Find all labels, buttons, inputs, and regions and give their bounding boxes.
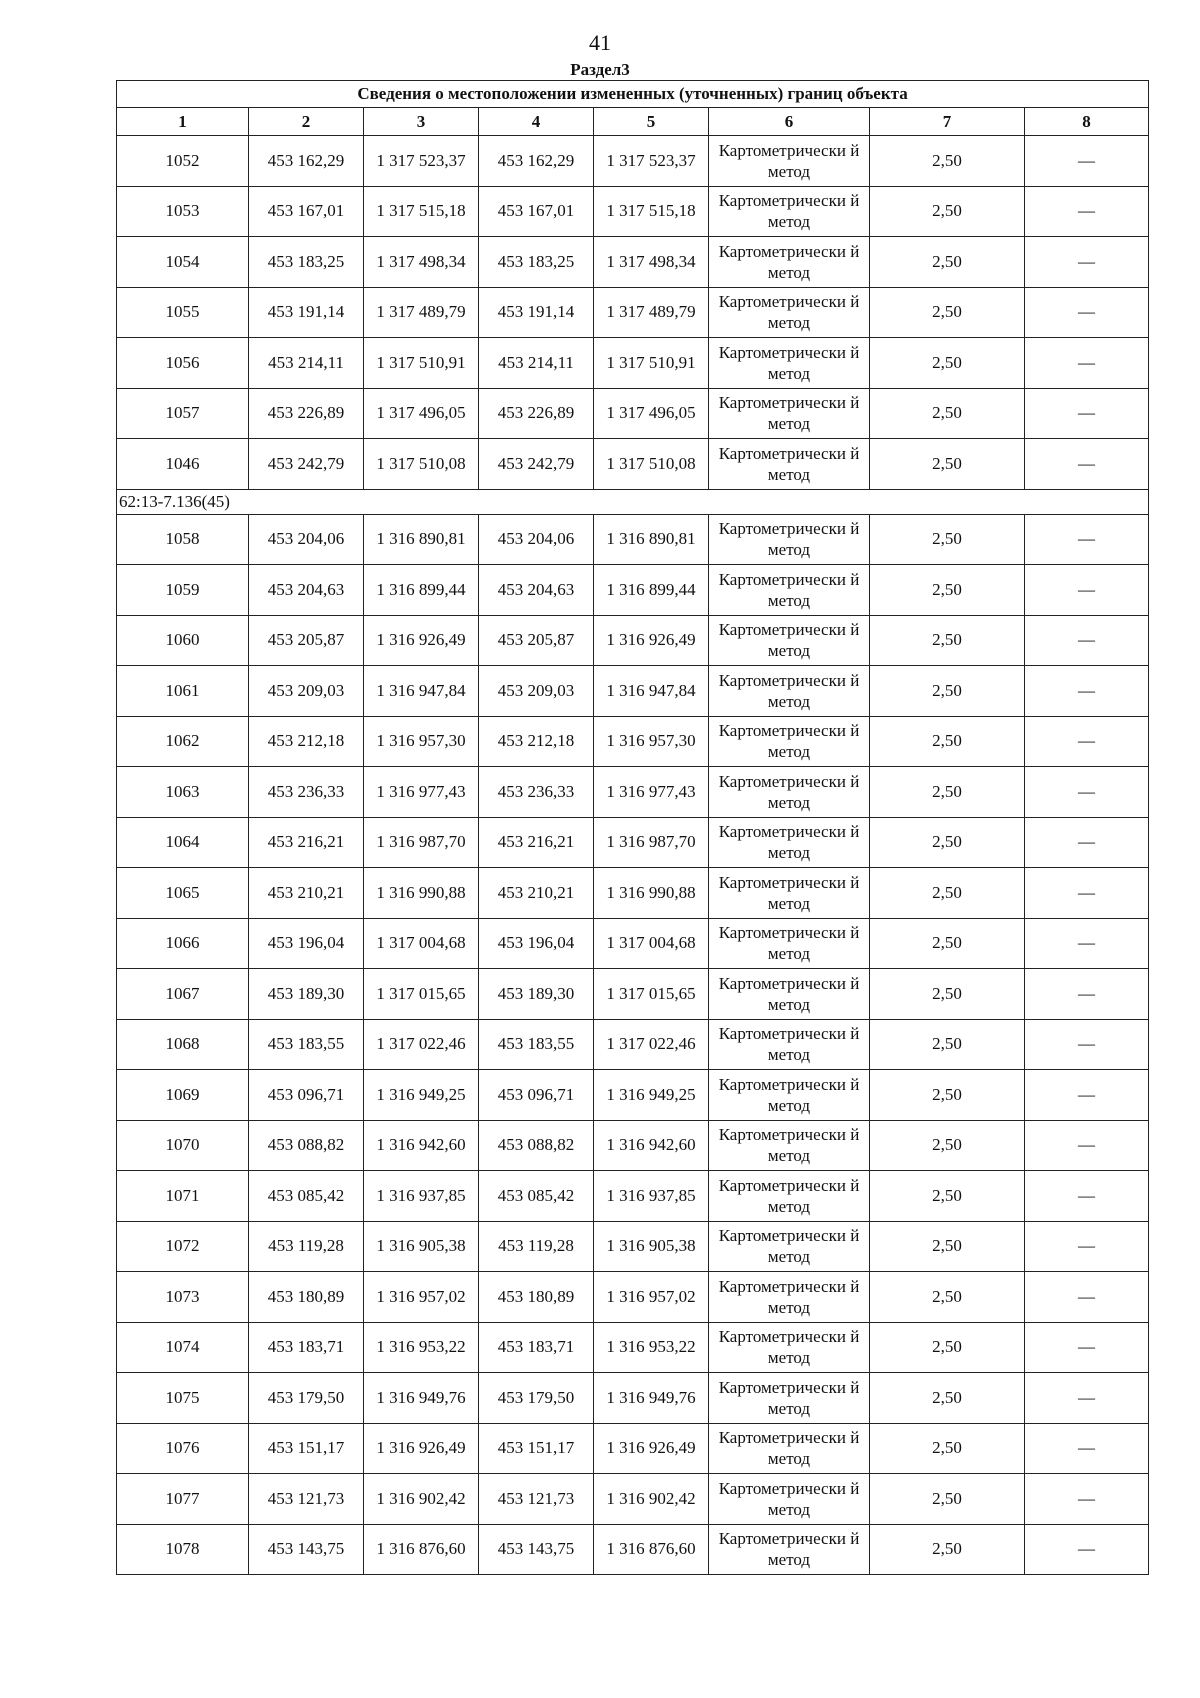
x-refined-cell: 453 191,14 <box>479 287 594 338</box>
accuracy-cell: 2,50 <box>870 615 1025 666</box>
point-number-cell: 1057 <box>117 388 249 439</box>
description-cell: — <box>1025 1171 1149 1222</box>
point-number-cell: 1070 <box>117 1120 249 1171</box>
group-row <box>117 489 1149 514</box>
method-cell: Картометрически й метод <box>709 918 870 969</box>
column-header: 7 <box>870 108 1025 136</box>
point-number-cell: 1069 <box>117 1070 249 1121</box>
rows-after-group <box>117 514 1149 1575</box>
description-cell: — <box>1025 716 1149 767</box>
y-existing-cell: 1 316 977,43 <box>364 767 479 818</box>
y-existing-cell: 1 316 987,70 <box>364 817 479 868</box>
y-refined-cell: 1 316 990,88 <box>594 868 709 919</box>
y-existing-cell: 1 317 510,08 <box>364 439 479 490</box>
y-refined-cell: 1 316 947,84 <box>594 666 709 717</box>
x-refined-cell: 453 204,63 <box>479 565 594 616</box>
accuracy-cell: 2,50 <box>870 918 1025 969</box>
y-refined-cell: 1 317 489,79 <box>594 287 709 338</box>
point-number-cell: 1065 <box>117 868 249 919</box>
x-existing-cell: 453 119,28 <box>249 1221 364 1272</box>
accuracy-cell: 2,50 <box>870 1322 1025 1373</box>
y-existing-cell: 1 317 489,79 <box>364 287 479 338</box>
description-cell: — <box>1025 1322 1149 1373</box>
method-cell: Картометрически й метод <box>709 1171 870 1222</box>
point-number-cell: 1066 <box>117 918 249 969</box>
y-existing-cell: 1 316 957,02 <box>364 1272 479 1323</box>
x-refined-cell: 453 212,18 <box>479 716 594 767</box>
x-refined-cell: 453 119,28 <box>479 1221 594 1272</box>
table-row <box>117 666 1149 717</box>
description-cell: — <box>1025 1373 1149 1424</box>
point-number-cell: 1078 <box>117 1524 249 1575</box>
description-cell: — <box>1025 287 1149 338</box>
y-refined-cell: 1 316 926,49 <box>594 615 709 666</box>
y-refined-cell: 1 316 890,81 <box>594 514 709 565</box>
method-cell: Картометрически й метод <box>709 1272 870 1323</box>
description-cell: — <box>1025 565 1149 616</box>
column-header: 2 <box>249 108 364 136</box>
y-existing-cell: 1 316 899,44 <box>364 565 479 616</box>
x-existing-cell: 453 196,04 <box>249 918 364 969</box>
method-cell: Картометрически й метод <box>709 1524 870 1575</box>
x-existing-cell: 453 216,21 <box>249 817 364 868</box>
y-existing-cell: 1 316 902,42 <box>364 1474 479 1525</box>
description-cell: — <box>1025 1070 1149 1121</box>
column-header: 3 <box>364 108 479 136</box>
boundary-table <box>116 80 1149 1575</box>
y-refined-cell: 1 316 876,60 <box>594 1524 709 1575</box>
x-refined-cell: 453 167,01 <box>479 186 594 237</box>
x-refined-cell: 453 209,03 <box>479 666 594 717</box>
x-refined-cell: 453 236,33 <box>479 767 594 818</box>
method-cell: Картометрически й метод <box>709 287 870 338</box>
accuracy-cell: 2,50 <box>870 969 1025 1020</box>
x-existing-cell: 453 121,73 <box>249 1474 364 1525</box>
table-row <box>117 1423 1149 1474</box>
method-cell: Картометрически й метод <box>709 136 870 187</box>
description-cell: — <box>1025 868 1149 919</box>
table-row <box>117 1373 1149 1424</box>
accuracy-cell: 2,50 <box>870 565 1025 616</box>
x-existing-cell: 453 205,87 <box>249 615 364 666</box>
description-cell: — <box>1025 1019 1149 1070</box>
x-refined-cell: 453 183,55 <box>479 1019 594 1070</box>
y-existing-cell: 1 316 949,76 <box>364 1373 479 1424</box>
point-number-cell: 1067 <box>117 969 249 1020</box>
column-header: 5 <box>594 108 709 136</box>
point-number-cell: 1073 <box>117 1272 249 1323</box>
y-refined-cell: 1 317 498,34 <box>594 237 709 288</box>
method-cell: Картометрически й метод <box>709 439 870 490</box>
point-number-cell: 1056 <box>117 338 249 389</box>
x-refined-cell: 453 151,17 <box>479 1423 594 1474</box>
accuracy-cell: 2,50 <box>870 1272 1025 1323</box>
x-refined-cell: 453 242,79 <box>479 439 594 490</box>
x-existing-cell: 453 210,21 <box>249 868 364 919</box>
column-header: 1 <box>117 108 249 136</box>
x-refined-cell: 453 226,89 <box>479 388 594 439</box>
x-refined-cell: 453 180,89 <box>479 1272 594 1323</box>
point-number-cell: 1059 <box>117 565 249 616</box>
method-cell: Картометрически й метод <box>709 186 870 237</box>
x-existing-cell: 453 204,06 <box>249 514 364 565</box>
column-header: 8 <box>1025 108 1149 136</box>
table-row <box>117 388 1149 439</box>
x-existing-cell: 453 085,42 <box>249 1171 364 1222</box>
y-refined-cell: 1 316 905,38 <box>594 1221 709 1272</box>
y-refined-cell: 1 317 022,46 <box>594 1019 709 1070</box>
x-refined-cell: 453 096,71 <box>479 1070 594 1121</box>
y-existing-cell: 1 317 498,34 <box>364 237 479 288</box>
description-cell: — <box>1025 1524 1149 1575</box>
description-cell: — <box>1025 1423 1149 1474</box>
table-row <box>117 287 1149 338</box>
x-refined-cell: 453 085,42 <box>479 1171 594 1222</box>
method-cell: Картометрически й метод <box>709 1373 870 1424</box>
y-refined-cell: 1 316 899,44 <box>594 565 709 616</box>
table-row <box>117 514 1149 565</box>
table-row <box>117 439 1149 490</box>
description-cell: — <box>1025 969 1149 1020</box>
description-cell: — <box>1025 767 1149 818</box>
x-existing-cell: 453 183,55 <box>249 1019 364 1070</box>
accuracy-cell: 2,50 <box>870 136 1025 187</box>
accuracy-cell: 2,50 <box>870 666 1025 717</box>
accuracy-cell: 2,50 <box>870 1070 1025 1121</box>
y-existing-cell: 1 317 022,46 <box>364 1019 479 1070</box>
method-cell: Картометрически й метод <box>709 868 870 919</box>
table-row <box>117 615 1149 666</box>
y-existing-cell: 1 316 926,49 <box>364 615 479 666</box>
x-existing-cell: 453 189,30 <box>249 969 364 1020</box>
x-existing-cell: 453 212,18 <box>249 716 364 767</box>
point-number-cell: 1062 <box>117 716 249 767</box>
method-cell: Картометрически й метод <box>709 237 870 288</box>
table-row <box>117 186 1149 237</box>
x-refined-cell: 453 143,75 <box>479 1524 594 1575</box>
table-row <box>117 868 1149 919</box>
method-cell: Картометрически й метод <box>709 716 870 767</box>
accuracy-cell: 2,50 <box>870 817 1025 868</box>
x-existing-cell: 453 167,01 <box>249 186 364 237</box>
point-number-cell: 1063 <box>117 767 249 818</box>
x-existing-cell: 453 242,79 <box>249 439 364 490</box>
table-row <box>117 1171 1149 1222</box>
column-header: 4 <box>479 108 594 136</box>
point-number-cell: 1077 <box>117 1474 249 1525</box>
point-number-cell: 1064 <box>117 817 249 868</box>
accuracy-cell: 2,50 <box>870 1524 1025 1575</box>
point-number-cell: 1068 <box>117 1019 249 1070</box>
table-row <box>117 136 1149 187</box>
accuracy-cell: 2,50 <box>870 1474 1025 1525</box>
y-existing-cell: 1 316 957,30 <box>364 716 479 767</box>
point-number-cell: 1046 <box>117 439 249 490</box>
method-cell: Картометрически й метод <box>709 388 870 439</box>
y-refined-cell: 1 316 949,76 <box>594 1373 709 1424</box>
method-cell: Картометрически й метод <box>709 767 870 818</box>
description-cell: — <box>1025 186 1149 237</box>
x-refined-cell: 453 162,29 <box>479 136 594 187</box>
table-row <box>117 918 1149 969</box>
point-number-cell: 1076 <box>117 1423 249 1474</box>
x-refined-cell: 453 183,71 <box>479 1322 594 1373</box>
accuracy-cell: 2,50 <box>870 388 1025 439</box>
y-existing-cell: 1 316 905,38 <box>364 1221 479 1272</box>
y-refined-cell: 1 316 949,25 <box>594 1070 709 1121</box>
accuracy-cell: 2,50 <box>870 439 1025 490</box>
x-existing-cell: 453 088,82 <box>249 1120 364 1171</box>
table-caption: Сведения о местоположении измененных (уточненных) границ объекта <box>117 81 1149 108</box>
table-row <box>117 1120 1149 1171</box>
accuracy-cell: 2,50 <box>870 514 1025 565</box>
point-number-cell: 1074 <box>117 1322 249 1373</box>
x-existing-cell: 453 236,33 <box>249 767 364 818</box>
description-cell: — <box>1025 514 1149 565</box>
x-existing-cell: 453 204,63 <box>249 565 364 616</box>
point-number-cell: 1071 <box>117 1171 249 1222</box>
x-existing-cell: 453 179,50 <box>249 1373 364 1424</box>
method-cell: Картометрически й метод <box>709 1474 870 1525</box>
x-existing-cell: 453 226,89 <box>249 388 364 439</box>
y-refined-cell: 1 316 953,22 <box>594 1322 709 1373</box>
table-row <box>117 565 1149 616</box>
method-cell: Картометрически й метод <box>709 817 870 868</box>
y-existing-cell: 1 316 949,25 <box>364 1070 479 1121</box>
table-row <box>117 767 1149 818</box>
method-cell: Картометрически й метод <box>709 1322 870 1373</box>
method-cell: Картометрически й метод <box>709 969 870 1020</box>
y-refined-cell: 1 316 987,70 <box>594 817 709 868</box>
accuracy-cell: 2,50 <box>870 186 1025 237</box>
y-existing-cell: 1 316 947,84 <box>364 666 479 717</box>
y-existing-cell: 1 317 015,65 <box>364 969 479 1020</box>
y-refined-cell: 1 316 977,43 <box>594 767 709 818</box>
x-refined-cell: 453 204,06 <box>479 514 594 565</box>
description-cell: — <box>1025 1120 1149 1171</box>
method-cell: Картометрически й метод <box>709 1070 870 1121</box>
method-cell: Картометрически й метод <box>709 1019 870 1070</box>
accuracy-cell: 2,50 <box>870 1120 1025 1171</box>
x-refined-cell: 453 210,21 <box>479 868 594 919</box>
y-existing-cell: 1 316 937,85 <box>364 1171 479 1222</box>
x-refined-cell: 453 189,30 <box>479 969 594 1020</box>
x-refined-cell: 453 121,73 <box>479 1474 594 1525</box>
point-number-cell: 1054 <box>117 237 249 288</box>
x-existing-cell: 453 183,25 <box>249 237 364 288</box>
y-refined-cell: 1 316 942,60 <box>594 1120 709 1171</box>
x-existing-cell: 453 143,75 <box>249 1524 364 1575</box>
description-cell: — <box>1025 136 1149 187</box>
point-number-cell: 1053 <box>117 186 249 237</box>
description-cell: — <box>1025 666 1149 717</box>
y-refined-cell: 1 317 004,68 <box>594 918 709 969</box>
description-cell: — <box>1025 439 1149 490</box>
x-refined-cell: 453 196,04 <box>479 918 594 969</box>
table-row <box>117 1322 1149 1373</box>
point-number-cell: 1055 <box>117 287 249 338</box>
table-row <box>117 817 1149 868</box>
table-row <box>117 969 1149 1020</box>
y-existing-cell: 1 317 510,91 <box>364 338 479 389</box>
method-cell: Картометрически й метод <box>709 514 870 565</box>
group-label: 62:13-7.136(45) <box>117 489 1149 514</box>
description-cell: — <box>1025 388 1149 439</box>
y-refined-cell: 1 316 926,49 <box>594 1423 709 1474</box>
method-cell: Картометрически й метод <box>709 1221 870 1272</box>
description-cell: — <box>1025 1474 1149 1525</box>
method-cell: Картометрически й метод <box>709 565 870 616</box>
accuracy-cell: 2,50 <box>870 1019 1025 1070</box>
accuracy-cell: 2,50 <box>870 868 1025 919</box>
table-row <box>117 1272 1149 1323</box>
table-row <box>117 1019 1149 1070</box>
y-existing-cell: 1 317 523,37 <box>364 136 479 187</box>
x-refined-cell: 453 179,50 <box>479 1373 594 1424</box>
column-header-row <box>117 108 1149 136</box>
y-existing-cell: 1 316 990,88 <box>364 868 479 919</box>
y-refined-cell: 1 317 510,08 <box>594 439 709 490</box>
description-cell: — <box>1025 237 1149 288</box>
method-cell: Картометрически й метод <box>709 338 870 389</box>
x-existing-cell: 453 214,11 <box>249 338 364 389</box>
page-number: 41 <box>589 30 611 55</box>
accuracy-cell: 2,50 <box>870 1171 1025 1222</box>
y-refined-cell: 1 317 515,18 <box>594 186 709 237</box>
y-refined-cell: 1 316 957,30 <box>594 716 709 767</box>
y-existing-cell: 1 317 515,18 <box>364 186 479 237</box>
accuracy-cell: 2,50 <box>870 1221 1025 1272</box>
y-refined-cell: 1 316 937,85 <box>594 1171 709 1222</box>
method-cell: Картометрически й метод <box>709 666 870 717</box>
x-existing-cell: 453 151,17 <box>249 1423 364 1474</box>
table-row <box>117 1474 1149 1525</box>
y-existing-cell: 1 316 953,22 <box>364 1322 479 1373</box>
description-cell: — <box>1025 1272 1149 1323</box>
rows-before-group <box>117 136 1149 490</box>
accuracy-cell: 2,50 <box>870 1423 1025 1474</box>
x-existing-cell: 453 183,71 <box>249 1322 364 1373</box>
point-number-cell: 1061 <box>117 666 249 717</box>
table-row <box>117 1070 1149 1121</box>
method-cell: Картометрически й метод <box>709 1120 870 1171</box>
x-refined-cell: 453 088,82 <box>479 1120 594 1171</box>
description-cell: — <box>1025 817 1149 868</box>
x-refined-cell: 453 183,25 <box>479 237 594 288</box>
description-cell: — <box>1025 338 1149 389</box>
x-existing-cell: 453 096,71 <box>249 1070 364 1121</box>
x-refined-cell: 453 214,11 <box>479 338 594 389</box>
x-refined-cell: 453 216,21 <box>479 817 594 868</box>
y-refined-cell: 1 317 015,65 <box>594 969 709 1020</box>
table-row <box>117 237 1149 288</box>
x-existing-cell: 453 209,03 <box>249 666 364 717</box>
y-existing-cell: 1 316 890,81 <box>364 514 479 565</box>
point-number-cell: 1060 <box>117 615 249 666</box>
accuracy-cell: 2,50 <box>870 287 1025 338</box>
y-refined-cell: 1 316 957,02 <box>594 1272 709 1323</box>
description-cell: — <box>1025 918 1149 969</box>
y-existing-cell: 1 317 004,68 <box>364 918 479 969</box>
table-row <box>117 338 1149 389</box>
accuracy-cell: 2,50 <box>870 237 1025 288</box>
point-number-cell: 1075 <box>117 1373 249 1424</box>
x-refined-cell: 453 205,87 <box>479 615 594 666</box>
table-row <box>117 716 1149 767</box>
method-cell: Картометрически й метод <box>709 615 870 666</box>
section-title: Раздел3 <box>570 60 630 79</box>
table-row <box>117 1221 1149 1272</box>
x-existing-cell: 453 180,89 <box>249 1272 364 1323</box>
y-refined-cell: 1 317 496,05 <box>594 388 709 439</box>
accuracy-cell: 2,50 <box>870 1373 1025 1424</box>
description-cell: — <box>1025 1221 1149 1272</box>
column-header: 6 <box>709 108 870 136</box>
accuracy-cell: 2,50 <box>870 767 1025 818</box>
method-cell: Картометрически й метод <box>709 1423 870 1474</box>
accuracy-cell: 2,50 <box>870 338 1025 389</box>
y-existing-cell: 1 316 942,60 <box>364 1120 479 1171</box>
y-refined-cell: 1 316 902,42 <box>594 1474 709 1525</box>
table-caption-row <box>117 81 1149 108</box>
point-number-cell: 1052 <box>117 136 249 187</box>
y-refined-cell: 1 317 523,37 <box>594 136 709 187</box>
table-row <box>117 1524 1149 1575</box>
point-number-cell: 1072 <box>117 1221 249 1272</box>
description-cell: — <box>1025 615 1149 666</box>
x-existing-cell: 453 162,29 <box>249 136 364 187</box>
y-existing-cell: 1 317 496,05 <box>364 388 479 439</box>
x-existing-cell: 453 191,14 <box>249 287 364 338</box>
y-existing-cell: 1 316 926,49 <box>364 1423 479 1474</box>
y-refined-cell: 1 317 510,91 <box>594 338 709 389</box>
accuracy-cell: 2,50 <box>870 716 1025 767</box>
point-number-cell: 1058 <box>117 514 249 565</box>
y-existing-cell: 1 316 876,60 <box>364 1524 479 1575</box>
group-section <box>117 489 1149 514</box>
